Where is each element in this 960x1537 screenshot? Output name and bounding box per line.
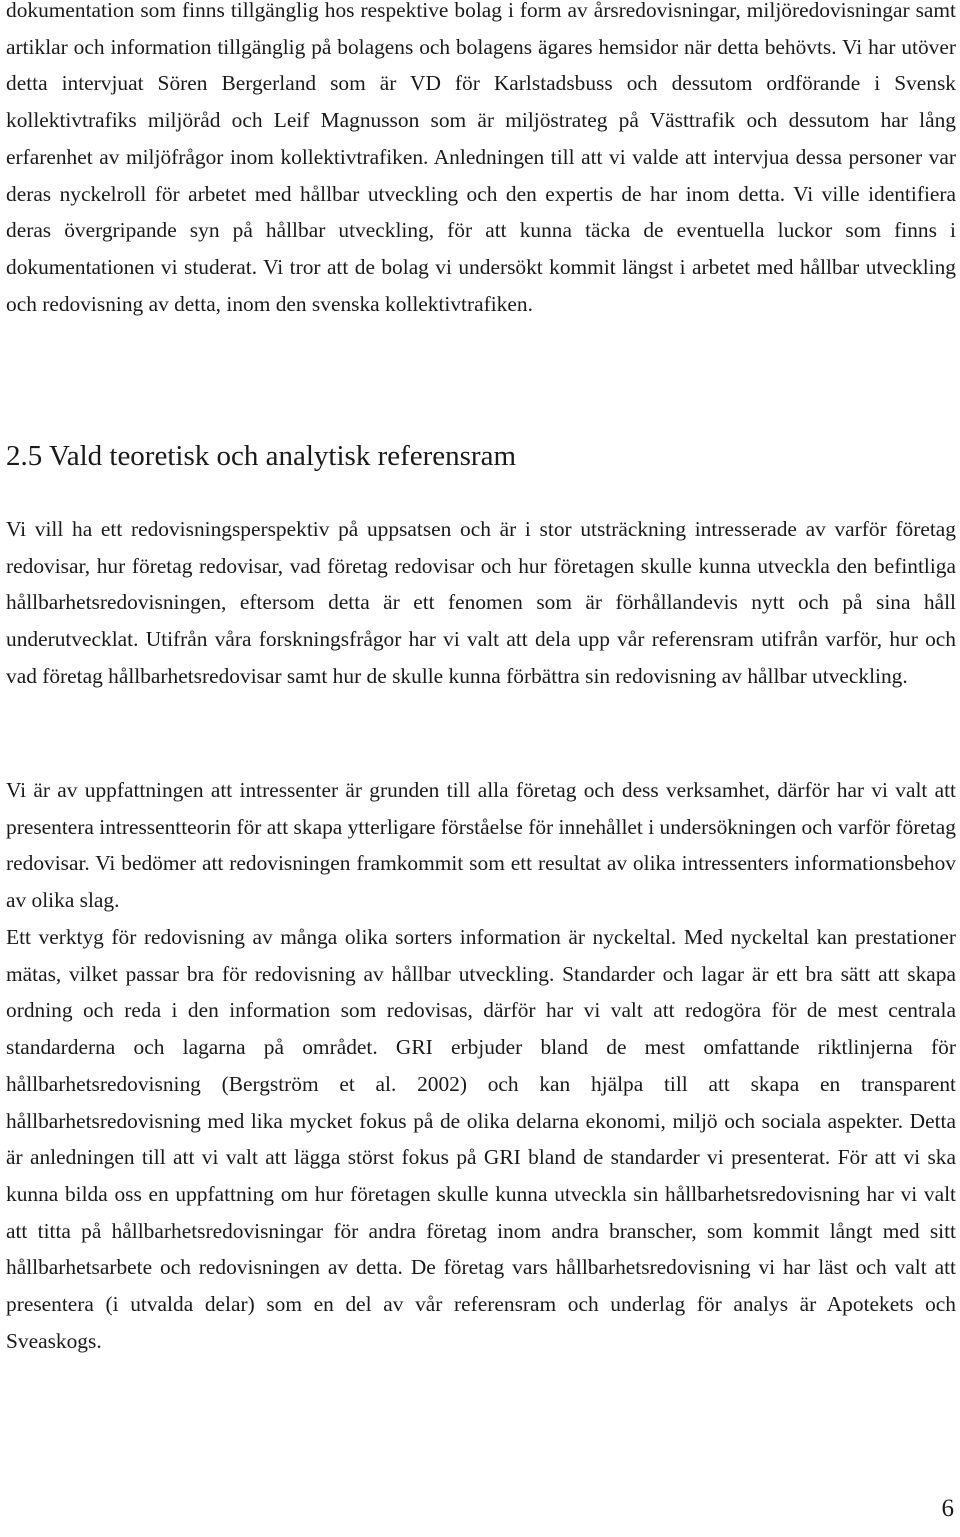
body-paragraph-3: Ett verktyg för redovisning av många olika sorters information är nyckeltal. Med nyckeltal kan prestationer mätas, vilket passar bra för redovisning av hållbar utveckling. Standarder och lagar är ett bra sätt att skapa ordning och reda i den information som redovisas, därför har vi valt att redogöra för de mest centrala standarderna och lagarna på området. GRI erbjuder bland de mest omfattande riktlinjerna för hållbarhetsredovisning (Bergström et al. 2002) och kan hjälpa till att skapa en transparent hållbarhetsredovisning med lika mycket fokus på de olika delarna ekonomi, miljö och sociala aspekter. Detta är anledningen till att vi valt att lägga störst fokus på GRI bland de standarder vi presenterat. För att vi ska kunna bilda oss en uppfattning om hur företagen skulle kunna utveckla sin hållbarhetsredovisning har vi valt att titta på hållbarhetsredovisningar för andra företag inom andra branscher, som kommit långt med sitt hållbarhetsarbete och redovisningen av detta. De företag vars hållbarhetsredovisning vi har läst och valt att presentera (i utvalda delar) som en del av vår referensram och underlag för analys är Apotekets och Sveaskogs. (6, 925, 956, 1353)
section-heading: 2.5 Vald teoretisk och analytisk referensram (6, 440, 517, 472)
body-paragraph-1: Vi vill ha ett redovisningsperspektiv på uppsatsen och är i stor utsträckning intresserade av varför företag redovisar, hur företag redovisar, vad företag redovisar och hur företagen skulle kunna utveckla den befintliga hållbarhetsredovisningen, eftersom detta är ett fenomen som är förhållandevis nytt och på sina håll underutvecklat. Utifrån våra forskningsfrågor har vi valt att dela upp vår referensram utifrån varför, hur och vad företag hållbarhetsredovisar samt hur de skulle kunna förbättra sin redovisning av hållbar utveckling. (6, 517, 956, 688)
continuation-paragraph: dokumentation som finns tillgänglig hos respektive bolag i form av årsredovisningar, miljöredovisningar samt artiklar och information tillgänglig på bolagens och bolagens ägares hemsidor när detta behövts. Vi har utöver detta intervjuat Sören Bergerland som är VD för Karlstadsbuss och dessutom ordförande i Svensk kollektivtrafiks miljöråd och Leif Magnusson som är miljöstrateg på Västtrafik och dessutom har lång erfarenhet av miljöfrågor inom kollektivtrafiken. Anledningen till att vi valde att intervjua dessa personer var deras nyckelroll för arbetet med hållbar utveckling och den expertis de har inom detta. Vi ville identifiera deras övergripande syn på hållbar utveckling, för att kunna täcka de eventuella luckor som finns i dokumentationen vi studerat. Vi tror att de bolag vi undersökt kommit längst i arbetet med hållbar utveckling och redovisning av detta, inom den svenska kollektivtrafiken. (6, 0, 956, 316)
body-paragraph-2: Vi är av uppfattningen att intressenter är grunden till alla företag och dess verksamhet, därför har vi valt att presentera intressentteorin för att skapa ytterligare förståelse för innehållet i undersökningen och varför företag redovisar. Vi bedömer att redovisningen framkommit som ett resultat av olika intressenters informationsbehov av olika slag. (6, 778, 956, 913)
page-number: 6 (941, 1495, 954, 1522)
